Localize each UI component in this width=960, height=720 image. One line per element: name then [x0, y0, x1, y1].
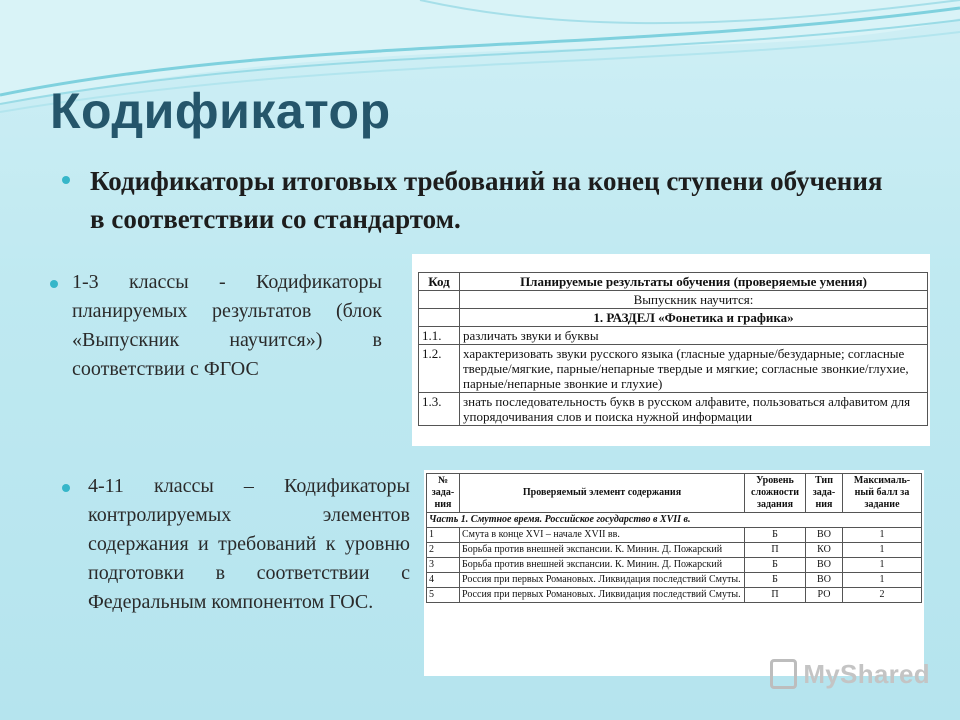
table-row: [419, 393, 928, 426]
table-cell: Б: [745, 558, 806, 573]
table-row: [419, 345, 928, 393]
table-header: Код: [419, 273, 460, 291]
table-cell: 1: [427, 528, 460, 543]
table-cell: [419, 291, 460, 309]
bullet-main-requirements: Кодификаторы итоговых требований на конец ступени обучения в соответствии со стандартом.: [90, 166, 883, 234]
table-header: Планируемые результаты обучения (проверяемые умения): [460, 273, 928, 291]
table-header: Тип зада-ния: [806, 474, 843, 513]
table-cell: 4: [427, 573, 460, 588]
table-header: № зада-ния: [427, 474, 460, 513]
table-row: [427, 573, 922, 588]
table-cell: Б: [745, 528, 806, 543]
table-cell: ВО: [806, 573, 843, 588]
table-cell: Борьба против внешней экспансии. К. Минин. Д. Пожарский: [460, 558, 745, 573]
table-cell: 3: [427, 558, 460, 573]
bullet-dot: [62, 176, 70, 184]
table-cell-text: характеризовать звуки русского языка (гласные ударные/безударные; согласные твердые/мягкие, парные/непарные твердые и мягкие; согласные звонкие/глухие, парные/непарные звонкие и глухие): [460, 345, 928, 393]
table-cell: Борьба против внешней экспансии. К. Минин. Д. Пожарский: [460, 543, 745, 558]
table-cell: ВО: [806, 558, 843, 573]
table-row: [427, 543, 922, 558]
table-cell: 2: [427, 543, 460, 558]
table-row: [427, 588, 922, 603]
table-subheader: Выпускник научится:: [460, 291, 928, 309]
table-header: Максималь-ный балл за задание: [843, 474, 922, 513]
table-row: [427, 558, 922, 573]
table-cell-code: 1.2.: [419, 345, 460, 393]
table-header: Проверяемый элемент содержания: [460, 474, 745, 513]
presentation-icon: [770, 659, 797, 689]
table-cell: 1: [843, 528, 922, 543]
table-cell: Смута в конце XVI – начале XVII вв.: [460, 528, 745, 543]
table-cell: П: [745, 543, 806, 558]
table-header: Уровень сложности задания: [745, 474, 806, 513]
table-cell: КО: [806, 543, 843, 558]
bullet-dot: [62, 484, 70, 492]
bullet-dot: [50, 280, 58, 288]
bullet-grades-1-3: 1-3 классы - Кодификаторы планируемых результатов (блок «Выпускник научится») в соответствии с ФГОС: [72, 271, 382, 380]
table-cell: 2: [843, 588, 922, 603]
table-cell-code: 1.1.: [419, 327, 460, 345]
table-row: [427, 528, 922, 543]
table-cell: 5: [427, 588, 460, 603]
table-cell: Россия при первых Романовых. Ликвидация последствий Смуты.: [460, 588, 745, 603]
table-cell-text: различать звуки и буквы: [460, 327, 928, 345]
table-section: 1. РАЗДЕЛ «Фонетика и графика»: [460, 309, 928, 327]
table-cell-text: знать последовательность букв в русском алфавите, пользоваться алфавитом для упорядочивания слов и поиска нужной информации: [460, 393, 928, 426]
table-cell: 1: [843, 573, 922, 588]
slide-title: Кодификатор: [50, 83, 391, 139]
table-cell: 1: [843, 558, 922, 573]
table-row: [419, 327, 928, 345]
planned-results-table: [412, 254, 930, 446]
table-cell: РО: [806, 588, 843, 603]
table-cell: Россия при первых Романовых. Ликвидация последствий Смуты.: [460, 573, 745, 588]
table-cell: Б: [745, 573, 806, 588]
table-cell: 1: [843, 543, 922, 558]
table-cell: ВО: [806, 528, 843, 543]
table-cell: П: [745, 588, 806, 603]
watermark-text: MyShared: [803, 658, 930, 689]
table-part-title: Часть 1. Смутное время. Российское государство в XVII в.: [427, 513, 922, 528]
table-cell-code: 1.3.: [419, 393, 460, 426]
watermark: [770, 654, 930, 694]
bullet-grades-4-11: 4-11 классы – Кодификаторы контролируемых элементов содержания и требований к уровню подготовки в соответствии с Федеральным компонентом ГОС.: [88, 475, 410, 613]
table-cell: [419, 309, 460, 327]
content-elements-table: [424, 470, 924, 676]
